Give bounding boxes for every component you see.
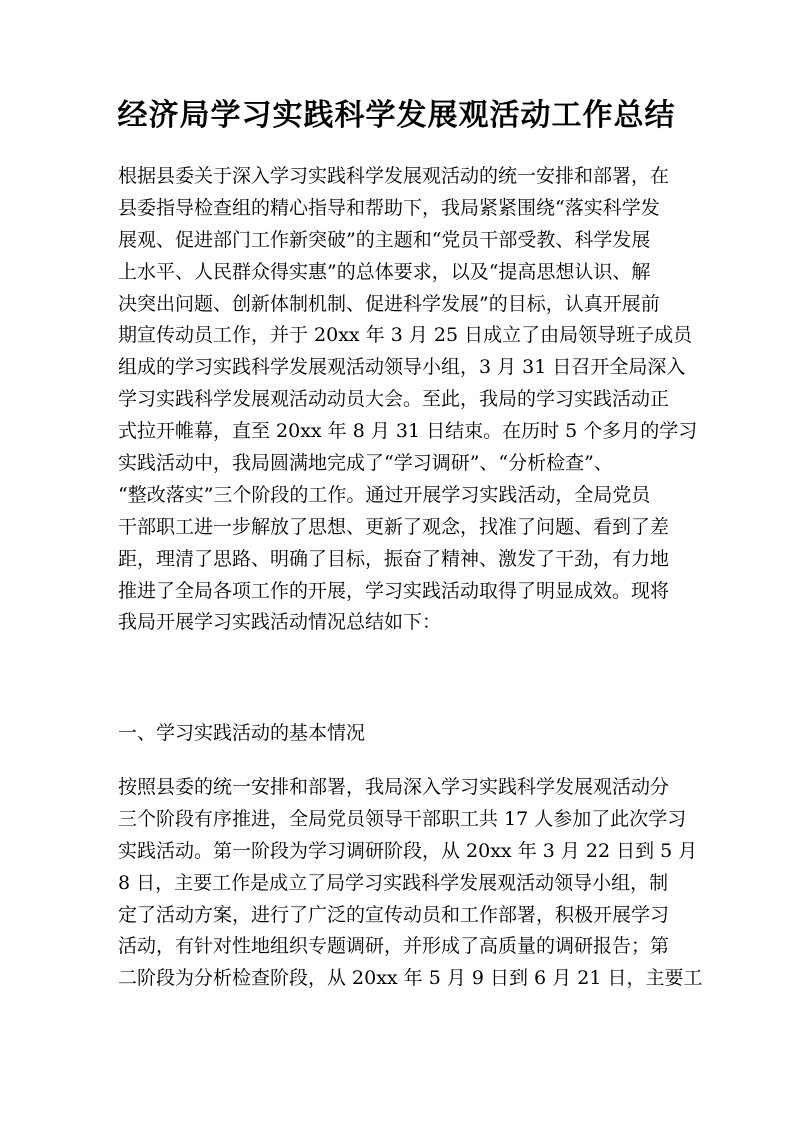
text-line: 推进了全局各项工作的开展，学习实践活动取得了明显成效。现将	[118, 579, 670, 602]
text-line: 二阶段为分析检查阶段，从 20xx 年 5 月 9 日到 6 月 21 日，主要工	[118, 967, 703, 990]
text-line: 上水平、人民群众得实惠”的总体要求，以及“提高思想认识、解	[118, 260, 651, 283]
text-line: 定了活动方案，进行了广泛的宣传动员和工作部署，积极开展学习	[118, 903, 670, 926]
document-title: 经济局学习实践科学发展观活动工作总结	[117, 98, 676, 133]
text-line: 式拉开帷幕，直至 20xx 年 8 月 31 日结束。在历时 5 个多月的学习	[118, 420, 698, 443]
text-line: 按照县委的统一安排和部署，我局深入学习实践科学发展观活动分	[118, 776, 670, 798]
text-line: 实践活动。第一阶段为学习调研阶段，从 20xx 年 3 月 22 日到 5 月	[118, 839, 698, 862]
text-line: 展观、促进部门工作新突破”的主题和“党员干部受教、科学发展	[118, 228, 651, 251]
section-heading-text: 一、学习实践活动的基本情况	[118, 722, 366, 744]
text-line: 学习实践科学发展观活动动员大会。至此，我局的学习实践活动正	[118, 388, 670, 411]
text-line: 期宣传动员工作，并于 20xx 年 3 月 25 日成立了由局领导班子成员	[118, 324, 693, 347]
text-line: 我局开展学习实践活动情况总结如下：	[118, 611, 442, 634]
paragraph-basic-situation	[118, 772, 703, 995]
text-line: 县委指导检查组的精心指导和帮助下，我局紧紧围绕“落实科学发	[118, 196, 660, 219]
text-line: 实践活动中，我局圆满地完成了“学习调研”、“分析检查”、	[118, 452, 613, 475]
text-line: 8 日，主要工作是成立了局学习实践科学发展观活动领导小组，制	[118, 871, 669, 894]
paragraph-intro	[118, 161, 698, 639]
text-line: 组成的学习实践科学发展观活动领导小组，3 月 31 日召开全局深入	[118, 356, 686, 379]
text-line: “整改落实”三个阶段的工作。通过开展学习实践活动，全局党员	[118, 483, 651, 506]
text-line: 距，理清了思路、明确了目标，振奋了精神、激发了干劲，有力地	[118, 547, 670, 570]
text-line: 活动，有针对性地组织专题调研，并形成了高质量的调研报告；第	[118, 935, 670, 958]
section-heading-basic-situation	[118, 718, 680, 750]
text-line: 干部职工进一步解放了思想、更新了观念，找准了问题、看到了差	[118, 515, 670, 538]
text-line: 决突出问题、创新体制机制、促进科学发展”的目标，认真开展前	[118, 292, 660, 315]
text-line: 根据县委关于深入学习实践科学发展观活动的统一安排和部署，在	[118, 165, 670, 187]
text-line: 三个阶段有序推进，全局党员领导干部职工共 17 人参加了此次学习	[118, 807, 687, 830]
